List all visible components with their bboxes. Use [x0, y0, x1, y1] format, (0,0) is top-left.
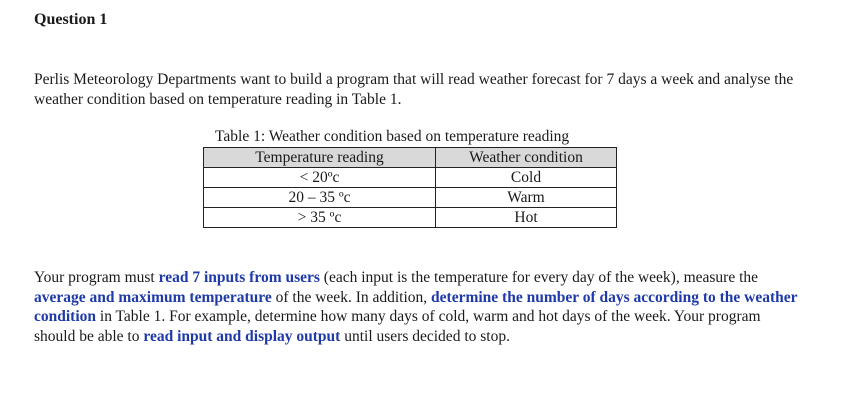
table-header-row [204, 148, 617, 168]
table-row [204, 208, 617, 228]
cell-temperature: < 20ºc [204, 168, 436, 188]
weather-condition-table [203, 147, 617, 228]
task-paragraph [34, 268, 804, 346]
intro-paragraph: Perlis Meteorology Departments want to build a program that will read weather forecast for 7 days a week and analyse the weather condition based on temperature reading in Table 1. [34, 71, 794, 108]
task-text: (each input is the temperature for every day of the week), measure the [319, 269, 759, 286]
question-heading: Question 1 [34, 11, 108, 28]
cell-condition: Warm [436, 188, 617, 208]
highlight-days-by-condition: determine the number of days according to the weather condition [34, 288, 798, 325]
task-text: of the week. In addition, [271, 288, 432, 306]
highlight-average-maximum: average and maximum temperature [34, 288, 272, 306]
highlight-read-inputs: read 7 inputs from users [158, 269, 320, 286]
cell-condition: Cold [436, 168, 617, 188]
cell-condition: Hot [436, 208, 617, 228]
highlight-read-display: read input and display output [143, 327, 341, 345]
table-row [204, 188, 617, 208]
cell-temperature: 20 – 35 ºc [204, 188, 436, 208]
header-temperature-reading: Temperature reading [204, 148, 436, 168]
task-text: until users decided to stop. [340, 327, 510, 345]
task-text: in Table 1. For example, determine how many days of cold, warm and hot days of the week. Your program should be able to [34, 308, 761, 345]
task-text: Your program must [34, 269, 159, 286]
table-row [204, 168, 617, 188]
table-caption: Table 1: Weather condition based on temperature reading [215, 128, 570, 145]
header-weather-condition: Weather condition [436, 148, 617, 168]
cell-temperature: > 35 ºc [204, 208, 436, 228]
